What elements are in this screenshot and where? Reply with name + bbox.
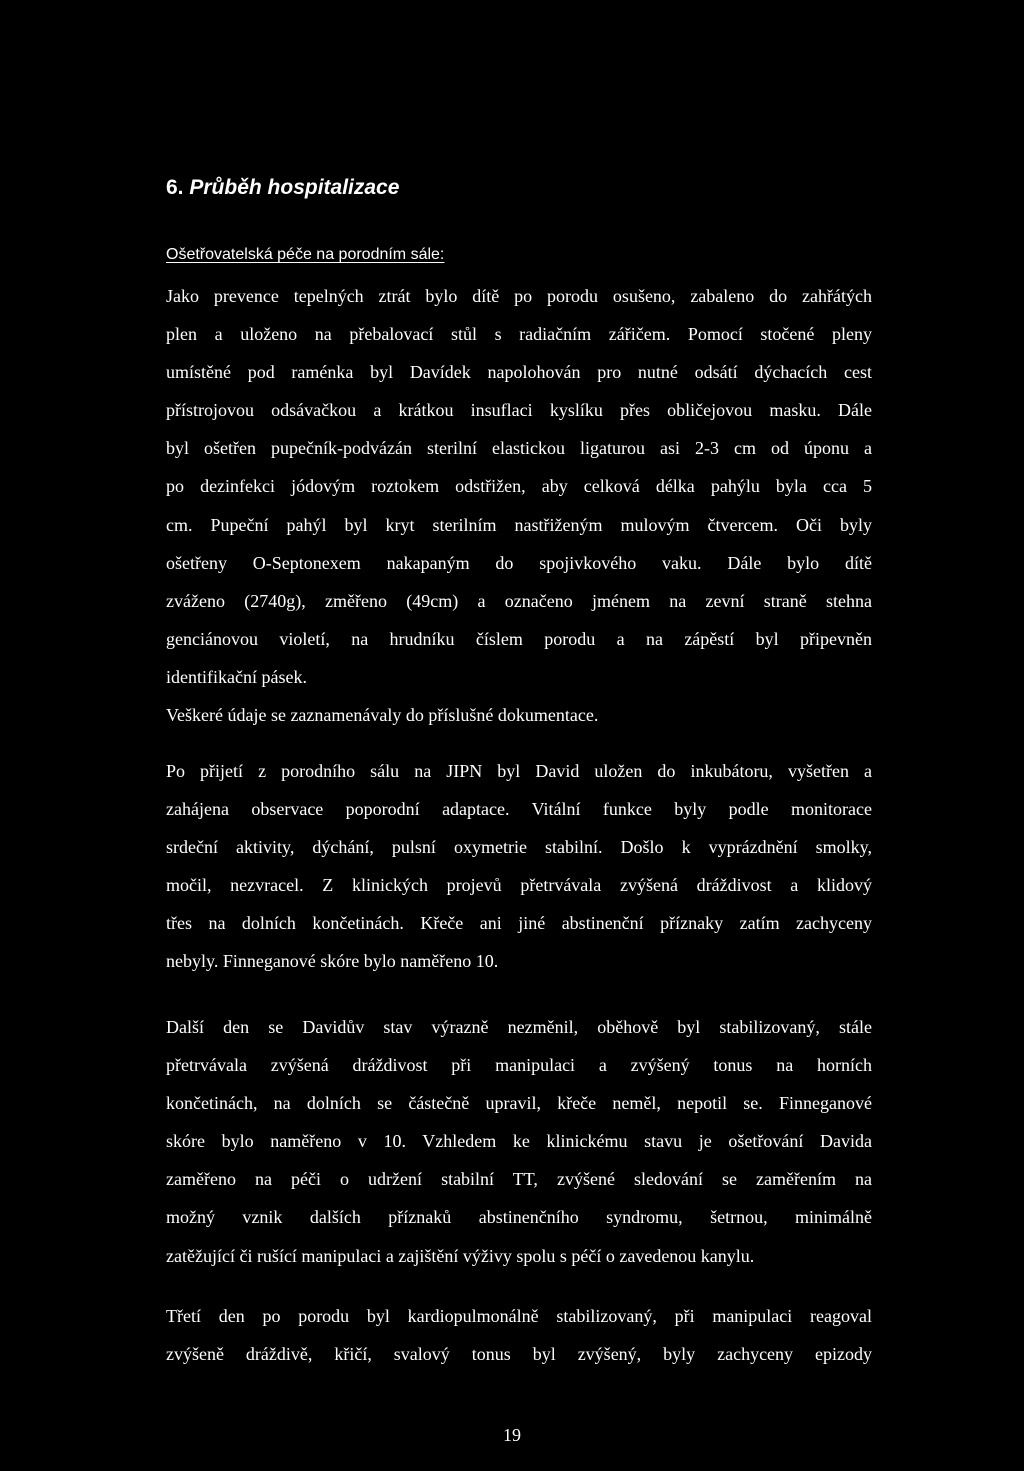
- paragraph-third-day: [166, 1297, 872, 1373]
- text-line: zahájena observace poporodní adaptace. Vitální funkce byly podle monitorace: [166, 799, 872, 820]
- text-line: močil, nezvracel. Z klinických projevů přetrvávala zvýšená dráždivost a klidový: [166, 875, 872, 896]
- paragraph-next-day: [166, 1008, 872, 1275]
- paragraph-jipn-admission: [166, 752, 872, 981]
- text-line: Další den se Davidův stav výrazně nezměnil, oběhově byl stabilizovaný, stále: [166, 1017, 872, 1037]
- text-line: plen a uloženo na přebalovací stůl s radiačním zářičem. Pomocí stočené pleny: [166, 324, 872, 345]
- text-line: Veškeré údaje se zaznamenávaly do příslušné dokumentace.: [166, 705, 599, 726]
- text-line: ošetřeny O-Septonexem nakapaným do spojivkového vaku. Dále bylo dítě: [166, 552, 872, 573]
- text-line: srdeční aktivity, dýchání, pulsní oxymetrie stabilní. Došlo k vyprázdnění smolky,: [166, 837, 872, 858]
- text-line: třes na dolních končetinách. Křeče ani jiné abstinenční příznaky zatím zachyceny: [166, 913, 872, 934]
- section-number: 6.: [166, 176, 184, 199]
- section-heading: [166, 176, 399, 200]
- text-line: zváženo (2740g), změřeno (49cm) a označeno jménem na zevní straně stehna: [166, 590, 872, 611]
- text-line: cm. Pupeční pahýl byl kryt sterilním nastřiženým mulovým čtvercem. Oči byly: [166, 514, 872, 535]
- section-title: Průběh hospitalizace: [189, 176, 400, 199]
- text-line: přetrvávala zvýšená dráždivost při manipulaci a zvýšený tonus na horních: [166, 1055, 872, 1076]
- page-number: 19: [503, 1425, 521, 1445]
- text-line: byl ošetřen pupečník-podvázán sterilní elastickou ligaturou asi 2-3 cm od úponu a: [166, 438, 872, 459]
- text-line: Třetí den po porodu byl kardiopulmonálně stabilizovaný, při manipulaci reagoval: [166, 1306, 872, 1326]
- text-line: zaměřeno na péči o udržení stabilní TT, zvýšené sledování se zaměřením na: [166, 1169, 872, 1190]
- text-line: končetinách, na dolních se částečně upravil, křeče neměl, nepotil se. Finneganové: [166, 1093, 872, 1114]
- text-line: možný vznik dalších příznaků abstinenčního syndromu, šetrnou, minimálně: [166, 1207, 872, 1228]
- text-line: zatěžující či rušící manipulaci a zajištění výživy spolu s péčí o zavedenou kanylu.: [166, 1245, 755, 1266]
- text-line: skóre bylo naměřeno v 10. Vzhledem ke klinickému stavu je ošetřování Davida: [166, 1131, 872, 1152]
- text-line: identifikační pásek.: [166, 666, 307, 687]
- text-line: nebyly. Finneganové skóre bylo naměřeno 10.: [166, 951, 499, 972]
- text-line: po dezinfekci jódovým roztokem odstřižen, aby celková délka pahýlu byla cca 5: [166, 476, 872, 497]
- text-line: umístěné pod raménka byl Davídek napolohován pro nutné odsátí dýchacích cest: [166, 362, 872, 383]
- subheading: Ošetřovatelská péče na porodním sále:: [166, 246, 445, 263]
- text-line: přístrojovou odsávačkou a krátkou insuflaci kyslíku přes obličejovou masku. Dále: [166, 400, 872, 421]
- paragraph-delivery-room-care: [166, 277, 872, 734]
- text-line: Jako prevence tepelných ztrát bylo dítě po porodu osušeno, zabaleno do zahřátých: [166, 286, 872, 306]
- text-line: Po přijetí z porodního sálu na JIPN byl David uložen do inkubátoru, vyšetřen a: [166, 761, 872, 781]
- text-line: genciánovou violetí, na hrudníku číslem porodu a na zápěstí byl připevněn: [166, 628, 872, 649]
- text-line: zvýšeně dráždivě, křičí, svalový tonus byl zvýšený, byly zachyceny epizody: [166, 1344, 872, 1365]
